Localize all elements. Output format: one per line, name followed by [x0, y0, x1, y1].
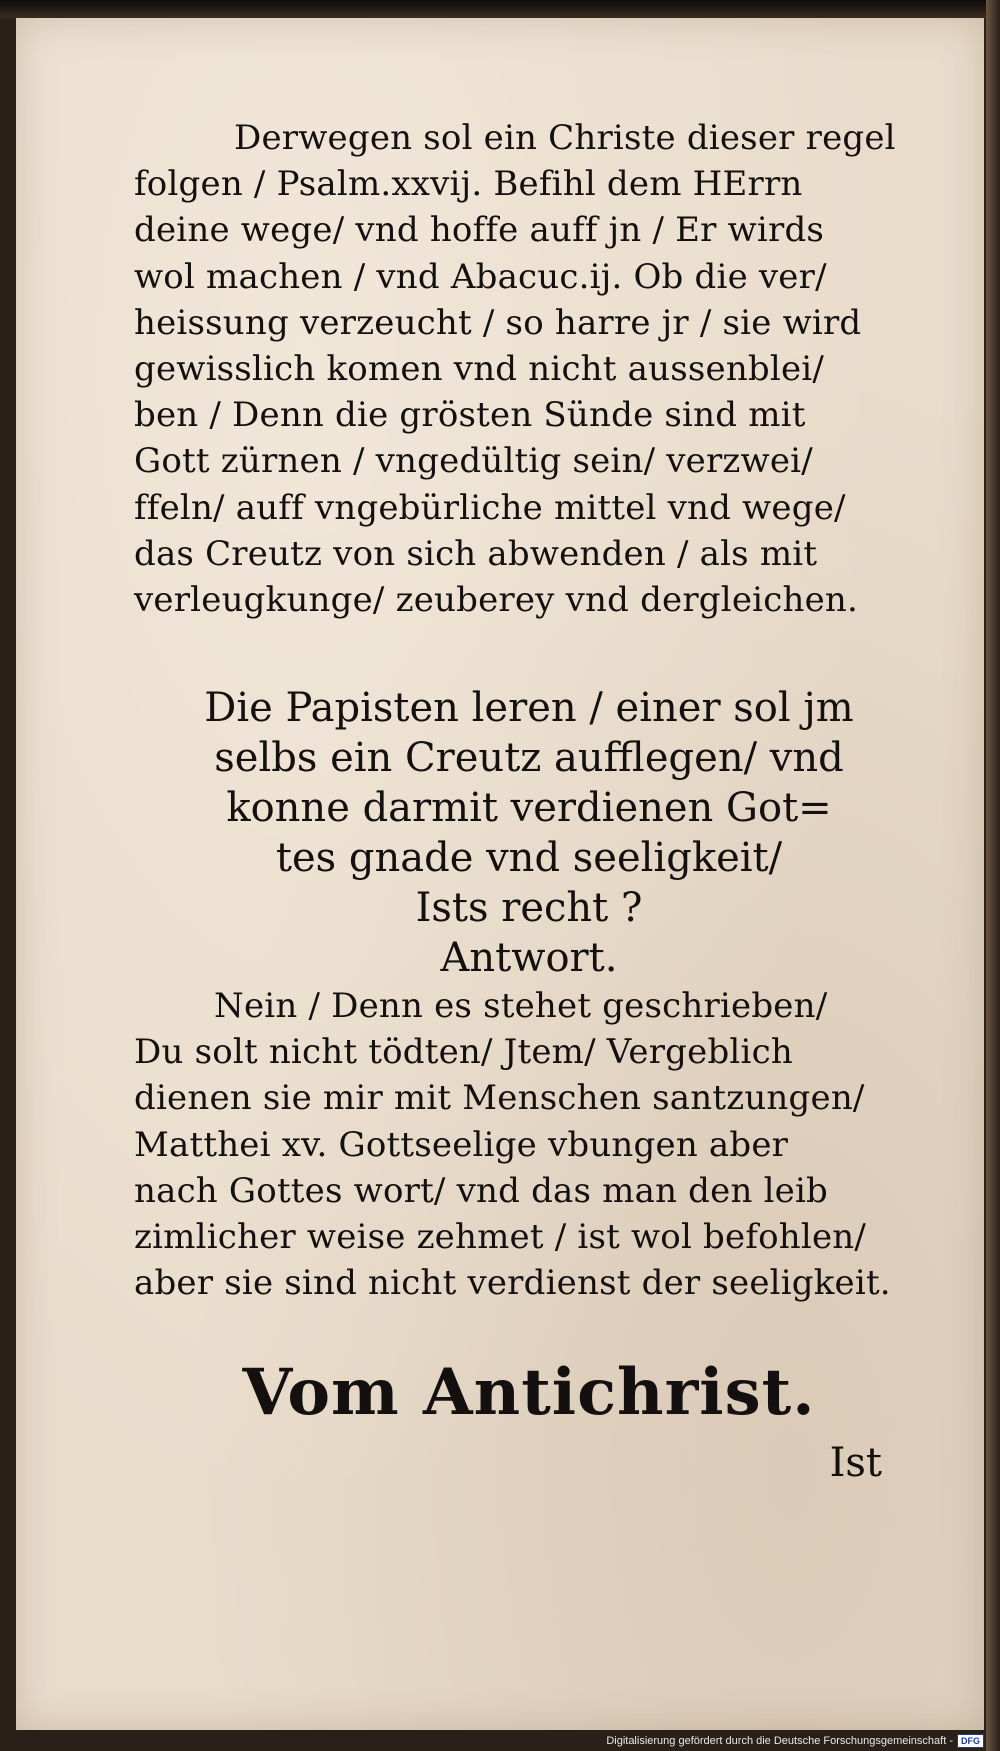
heading-line: tes gnade vnd seeligkeit/	[275, 835, 783, 881]
text-line: aber sie sind nicht verdienst der seeligkeit.	[134, 1263, 891, 1304]
text-line: deine wege/ vnd hoffe auff jn / Er wirds	[134, 210, 825, 251]
text-line: wol machen / vnd Abacuc.ij. Ob die ver/	[134, 256, 827, 297]
text-line: Nein / Denn es stehet geschrieben/	[214, 986, 828, 1026]
question-heading	[134, 683, 924, 933]
text-line: folgen / Psalm.xxvij. Befihl dem HErrn	[134, 164, 803, 205]
heading-line: konne darmit verdienen Got=	[226, 785, 832, 831]
paragraph-nein	[134, 983, 924, 1306]
text-line: das Creutz von sich abwenden / als mit	[134, 533, 818, 574]
text-line: Gott zürnen / vngedültig sein/ verzwei/	[134, 441, 813, 482]
text-line: zimlicher weise zehmet / ist wol befohlen/	[134, 1217, 867, 1258]
scan-right-edge	[986, 0, 1000, 1751]
heading-line: selbs ein Creutz aufflegen/ vnd	[214, 735, 844, 781]
text-line: dienen sie mir mit Menschen santzungen/	[134, 1078, 865, 1119]
book-page	[16, 18, 984, 1730]
text-line: Derwegen sol ein Christe dieser regel	[234, 118, 896, 158]
answer-label: Antwort.	[440, 935, 618, 981]
text-line: Du solt nicht tödten/ Jtem/ Vergeblich	[134, 1032, 793, 1073]
text-line: verleugkunge/ zeuberey vnd dergleichen.	[134, 580, 859, 621]
scan-top-edge	[0, 0, 1000, 18]
text-line: gewisslich komen vnd nicht aussenblei/	[134, 349, 825, 390]
footer-credit: Digitalisierung gefördert durch die Deutsche Forschungsgemeinschaft -	[606, 1735, 953, 1747]
heading-line: Ists recht ?	[415, 885, 643, 931]
paragraph-derwegen	[134, 115, 924, 623]
text-line: nach Gottes wort/ vnd das man den leib	[134, 1170, 829, 1211]
text-line: ffeln/ auff vngebürliche mittel vnd wege/	[134, 487, 846, 528]
digitization-footer	[606, 1731, 984, 1751]
text-line: heissung verzeucht / so harre jr / sie wird	[134, 302, 862, 343]
text-line: ben / Denn die grösten Sünde sind mit	[134, 395, 806, 436]
section-title: Vom Antichrist.	[242, 1355, 816, 1430]
heading-line: Die Papisten leren / einer sol jm	[204, 685, 854, 731]
text-line: Matthei xv. Gottseelige vbungen aber	[134, 1124, 789, 1165]
catchword: Ist	[829, 1440, 882, 1486]
dfg-logo-icon: DFG	[957, 1734, 984, 1748]
